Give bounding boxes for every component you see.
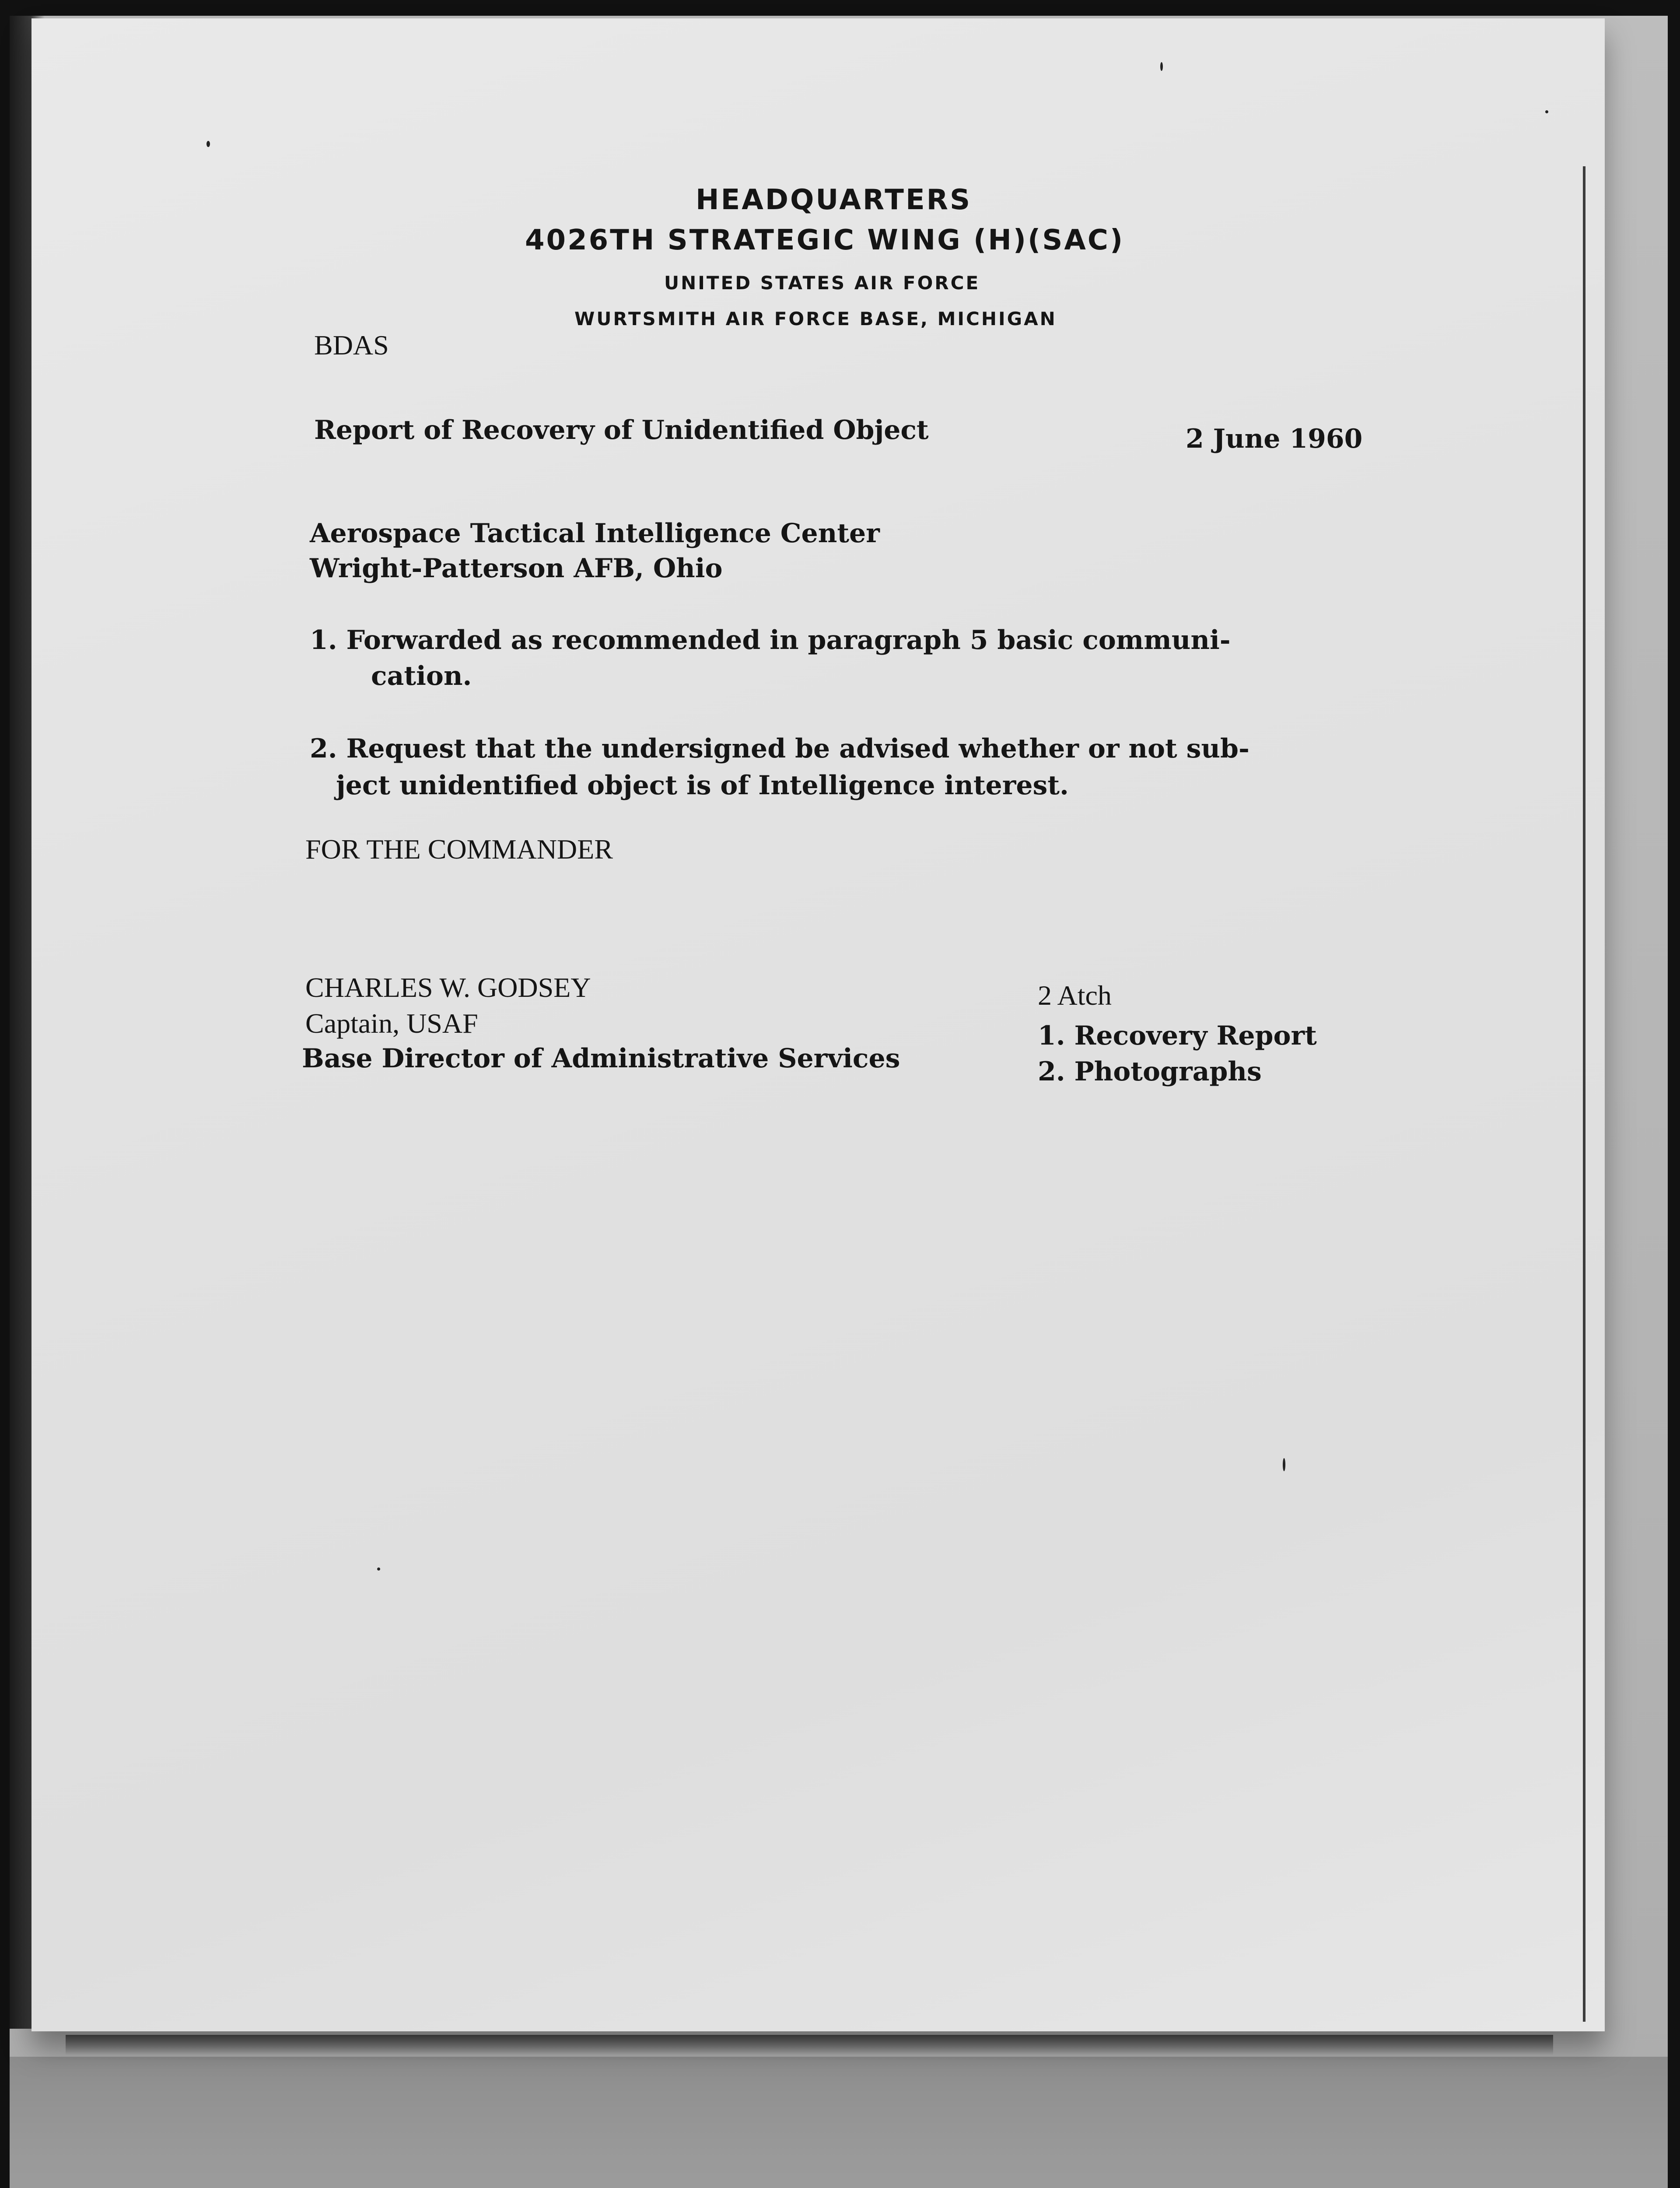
memo-page xyxy=(32,18,1605,2031)
paragraph-1-line-2: cation. xyxy=(371,661,472,691)
attachments-count: 2 Atch xyxy=(1038,980,1112,1011)
signer-name: CHARLES W. GODSEY xyxy=(305,972,591,1003)
paragraph-2-line-2: ject unidentified object is of Intelligence interest. xyxy=(336,770,1069,801)
signer-rank: Captain, USAF xyxy=(305,1008,478,1039)
addressee-line-2: Wright-Patterson AFB, Ohio xyxy=(310,553,723,584)
attachment-item-2: 2. Photographs xyxy=(1038,1056,1262,1087)
document-date: 2 June 1960 xyxy=(1186,424,1363,454)
letterhead-unit: 4026TH STRATEGIC WING (H)(SAC) xyxy=(525,224,1125,256)
attachment-item-1: 1. Recovery Report xyxy=(1038,1020,1317,1051)
page-bottom-shadow xyxy=(66,2035,1553,2055)
letterhead-base: WURTSMITH AIR FORCE BASE, MICHIGAN xyxy=(574,308,1057,330)
signer-title: Base Director of Administrative Services xyxy=(302,1043,900,1074)
closing-line: FOR THE COMMANDER xyxy=(305,834,613,865)
subject-line: Report of Recovery of Unidentified Object xyxy=(314,415,929,445)
paragraph-2-line-1: 2. Request that the undersigned be advised whether or not sub- xyxy=(310,733,1250,764)
backing-sheet-lower xyxy=(10,2057,1668,2188)
letterhead-title: HEADQUARTERS xyxy=(696,184,972,216)
letterhead-service: UNITED STATES AIR FORCE xyxy=(664,272,980,294)
page-edge-line xyxy=(1583,166,1586,2022)
paragraph-1-line-1: 1. Forwarded as recommended in paragraph 5 basic communi- xyxy=(310,625,1231,656)
office-symbol: BDAS xyxy=(314,330,389,361)
addressee-line-1: Aerospace Tactical Intelligence Center xyxy=(310,518,880,549)
